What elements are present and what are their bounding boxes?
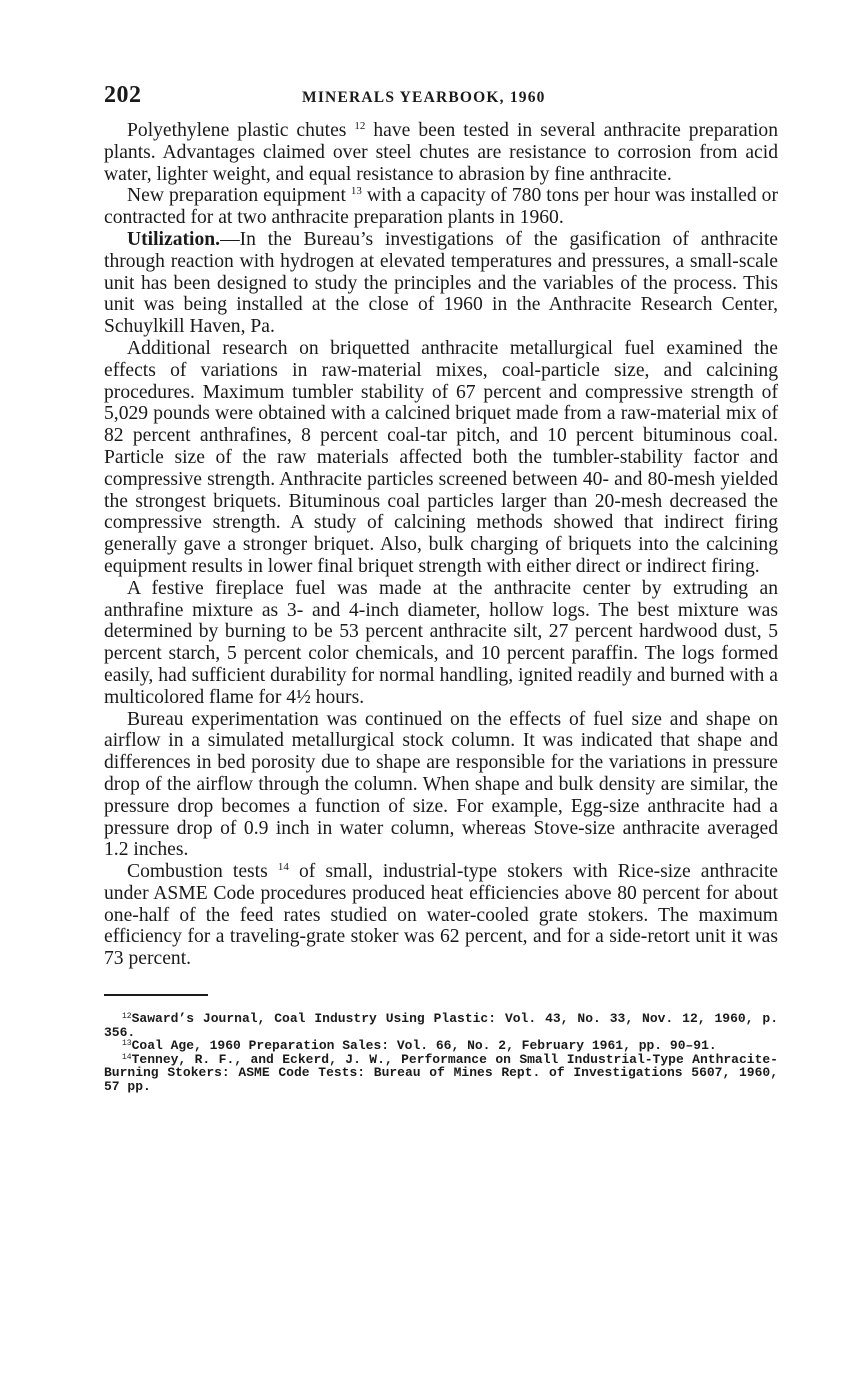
footnotes (104, 1012, 778, 1094)
paragraph-text: Polyethylene plastic chutes (127, 120, 355, 141)
paragraph-text: —In the Bureau’s investigations of the gasification of anthracite through reaction with hydrogen at elevated temperatures and pressures, a small-scale unit has been designed to study the principles and the variables of the process. This unit was being installed at the close of 1960 in the Anthracite Research Center, Schuylkill Haven, Pa. (104, 228, 778, 338)
footnote-mark: 12 (122, 1012, 132, 1022)
paragraph-text: with a capacity of 780 tons per hour was installed or contracted for at two anthracite preparation plants in 1960. (104, 185, 778, 229)
paragraph-text: have been tested in several anthracite preparation plants. Advantages claimed over steel chutes are resistance to corrosion from acid water, lighter weight, and equal resistance to abrasion by fine anthracite. (104, 120, 779, 185)
footnote-mark: 14 (122, 1052, 132, 1062)
running-head: MINERALS YEARBOOK, 1960 (302, 89, 546, 106)
paragraph-text: New preparation equipment (127, 185, 351, 207)
footnote-reference: 13 (350, 185, 362, 198)
footnote-reference: 14 (277, 861, 289, 874)
footnote-text: Saward’s Journal, Coal Industry Using Plastic: Vol. 43, No. 33, Nov. 12, 1960, p. 356. (104, 1011, 778, 1040)
footnote-reference: 12 (354, 120, 366, 132)
document-page (104, 80, 778, 1094)
body-paragraph (104, 185, 778, 229)
footnote (104, 1053, 778, 1094)
footnote-mark: 13 (122, 1039, 132, 1049)
page-number: 202 (104, 82, 142, 108)
body-paragraph (104, 120, 778, 185)
body-paragraph (104, 709, 778, 862)
paragraph-text: Additional research on briquetted anthracite metallurgical fuel examined the effects of variations in raw-material mixes, coal-particle size, and calcining procedures. Maximum tumbler stability of 67 percent and compressive strength of 5,029 pounds were obtained with a calcined briquet made from a raw-material mix of 82 percent anthrafines, 8 percent coal-tar pitch, and 10 percent bituminous coal. Particle size of the raw materials affected both the tumbler-stability factor and compressive strength. Anthracite particles screened between 40- and 80-mesh yielded the strongest briquets. Bituminous coal particles larger than 20-mesh decreased the compressive strength. A study of calcining methods showed that indirect firing generally gave a stronger briquet. Also, bulk charging of briquets into the calcining equipment results in lower final briquet strength with either direct or indirect firing. (104, 337, 778, 577)
footnote-text: Tenney, R. F., and Eckerd, J. W., Performance on Small Industrial-Type Anthracite-Burning Stokers: ASME Code Tests: Bureau of Mines Rept. of Investigations 5607, 1960, 57 pp. (104, 1051, 778, 1095)
section-runin-heading: Utilization. (127, 228, 221, 250)
page-header (104, 80, 778, 120)
body-paragraph (104, 338, 778, 578)
footnote (104, 1012, 778, 1039)
paragraph-text: Combustion tests (127, 861, 278, 883)
paragraph-text: of small, industrial-type stokers with Rice-size anthracite under ASME Code procedures produced heat efficiencies above 80 percent for about one-half of the feed rates studied on water-cooled grate stokers. The maximum efficiency for a traveling-grate stoker was 62 percent, and for a side-retort unit it was 73 percent. (104, 861, 778, 970)
footnote-divider (104, 994, 208, 996)
body-paragraph (104, 578, 778, 709)
body-text (104, 120, 778, 970)
paragraph-text: A festive fireplace fuel was made at the anthracite center by extruding an anthrafine mixture as 3- and 4-inch diameter, hollow logs. The best mixture was determined by burning to be 53 percent anthracite silt, 27 percent hardwood dust, 5 percent starch, 5 percent color chemicals, and 10 percent paraffin. The logs formed easily, had sufficient durability for normal handling, ignited readily and burned with a multicolored flame for 4½ hours. (104, 577, 778, 708)
body-paragraph (104, 229, 778, 338)
footnote-text: Coal Age, 1960 Preparation Sales: Vol. 66, No. 2, February 1961, pp. 90–91. (131, 1038, 717, 1054)
paragraph-text: Bureau experimentation was continued on the effects of fuel size and shape on airflow in a simulated metallurgical stock column. It was indicated that shape and differences in bed porosity due to shape are responsible for the variations in pressure drop of the airflow through the column. When shape and bulk density are similar, the pressure drop becomes a function of size. For example, Egg-size anthracite had a pressure drop of 0.9 inch in water column, whereas Stove-size anthracite averaged 1.2 inches. (104, 708, 778, 861)
body-paragraph (104, 861, 778, 970)
footnote (104, 1039, 778, 1053)
